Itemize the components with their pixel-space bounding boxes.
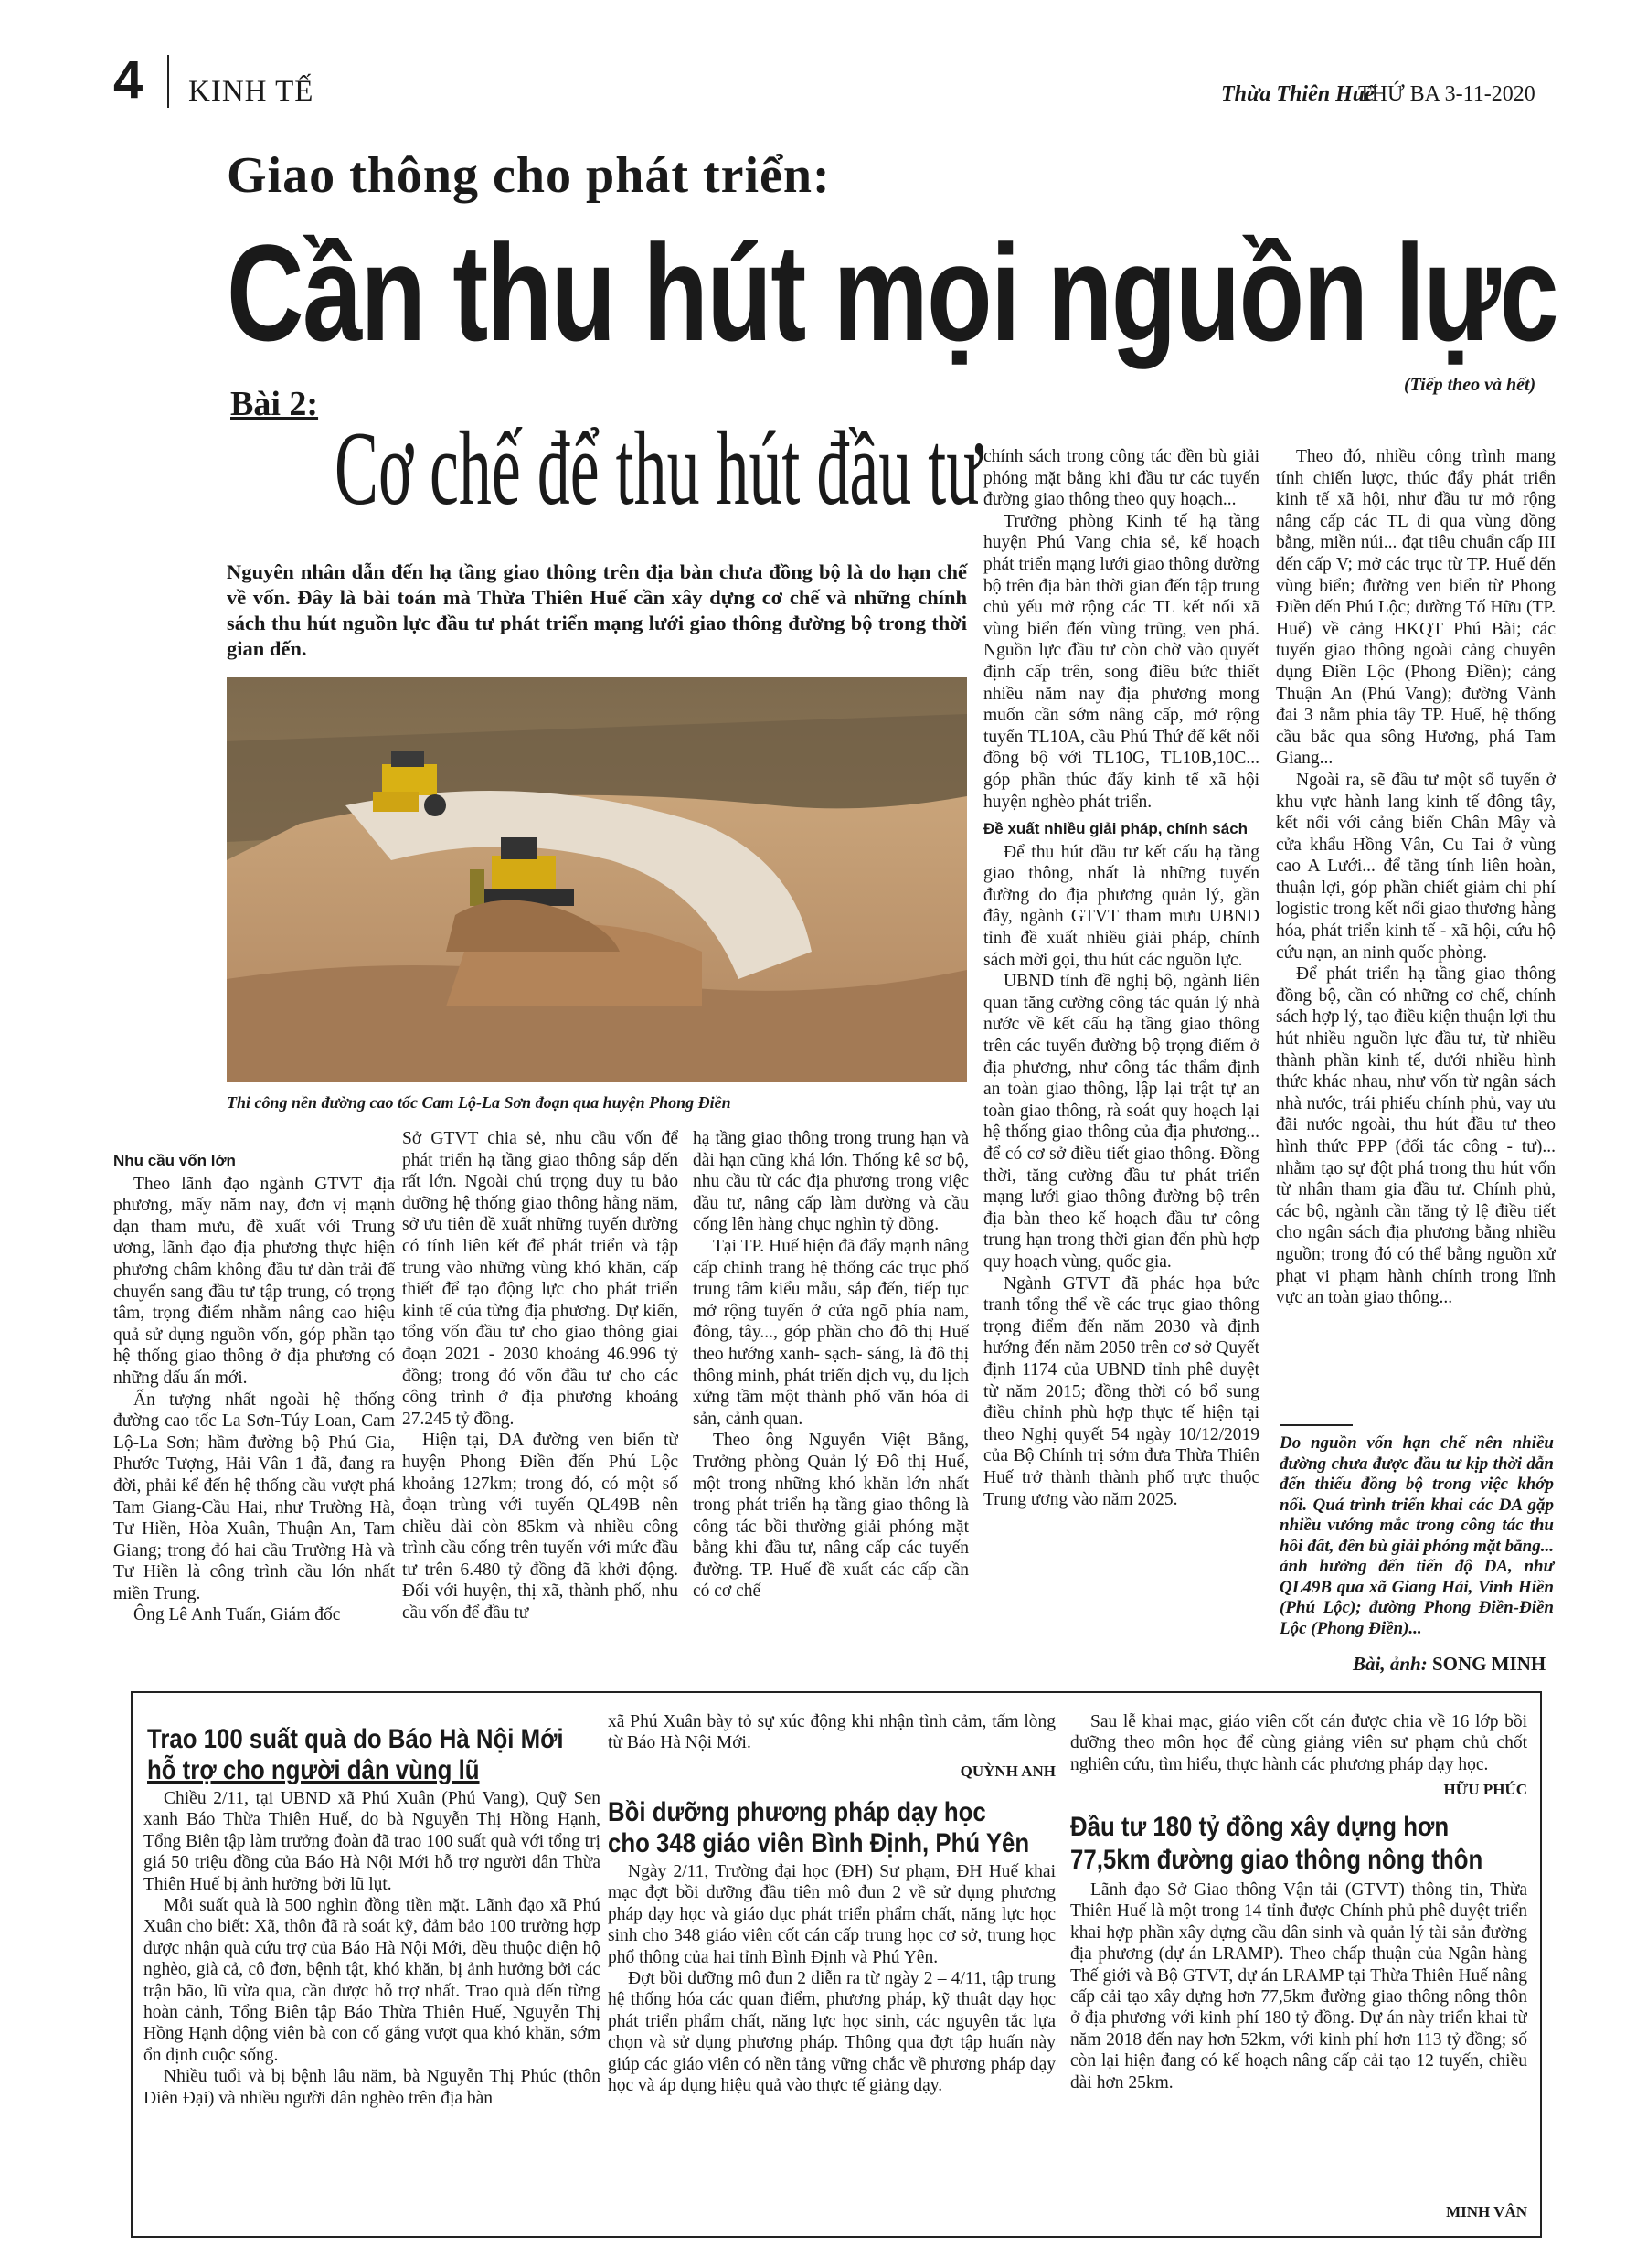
construction-photo-image	[227, 677, 967, 1082]
paragraph: Ngày 2/11, Trường đại học (ĐH) Sư phạm, ĐH Huế khai mạc đợt bồi dưỡng đầu tiên mô đun 2 về sử dụng phương pháp dạy học và giáo dục phát triển phẩm chất, năng lực học sinh cho 348 giáo viên cốt cán cấp trung học cơ sở, trung học phổ thông của hai tỉnh Bình Định và Phú Yên.	[608, 1862, 1056, 1967]
paragraph: Đợt bồi dưỡng mô đun 2 diễn ra từ ngày 2 – 4/11, tập trung hệ thống hóa các quan điểm, phương pháp, kỹ thuật dạy học phát triển phẩm chất, năng lực học sinh, các nguyên tắc lựa chọn và sử dụng phương pháp. Thông qua đợt tập huấn này giúp các giáo viên có nền tảng vững chắc về phương pháp dạy học và áp dụng hiệu quả vào thực tế giảng dạy.	[608, 1969, 1056, 2096]
paragraph: Ngành GTVT đã phác họa bức tranh tổng thể về các trục giao thông trọng điểm đến năm 2030 và định hướng đến năm 2050 trên cơ sở Quyết định 1174 của UBND tỉnh phê duyệt từ năm 2015; đồng thời có bổ sung điều chỉnh phù hợp thực tế hiện tại theo Nghị quyết 54 ngày 10/12/2019 của Bộ Chính trị sớm đưa Thừa Thiên Huế trở thành thành phố trực thuộc Trung ương vào năm 2025.	[983, 1273, 1259, 1509]
paragraph: Tại TP. Huế hiện đã đẩy mạnh nâng cấp chỉnh trang hệ thống các trục phố trung tâm kiểu mẫu, sắp đến, tiếp tục mở rộng tuyến ở cửa ngõ phía nam, đông, tây..., góp phần cho đô thị Huế theo hướng xanh- sạch- sáng, là đô thị thông minh, phát triển dịch vụ, du lịch xứng tầm một thành phố văn hóa di sản, cảnh quan.	[693, 1236, 969, 1429]
article-column-4	[983, 446, 1259, 1688]
brief-1-body	[143, 1788, 600, 2227]
continued-note: (Tiếp theo và hết)	[1404, 375, 1536, 395]
paragraph: hạ tầng giao thông trong trung hạn và dài hạn cũng khá lớn. Thống kê sơ bộ, nhu cầu từ các địa phương trong việc đầu tư, nâng cấp làm đường và cầu cống lên hàng chục nghìn tỷ đồng.	[693, 1129, 969, 1235]
byline-name: SONG MINH	[1431, 1653, 1546, 1675]
article-headline: Cần thu hút mọi nguồn lực	[227, 216, 1558, 369]
paragraph: Sở GTVT chia sẻ, nhu cầu vốn để phát triển hạ tầng giao thông sắp đến rất lớn. Ngoài chú trọng duy tu bảo dưỡng hệ thống giao thông hằng năm, sở ưu tiên đề xuất những tuyến đường có tính liên kết để phát triển và tập trung vào những vùng khó khăn, cấp thiết để tạo động lực cho phát triển kinh tế của từng địa phương. Dự kiến, tổng vốn đầu tư cho giao thông giai đoạn 2021 - 2030 khoảng 46.996 tỷ đồng; trong đó vốn đầu tư cho các công trình ở địa phương khoảng 27.245 tỷ đồng.	[402, 1129, 678, 1429]
paragraph: Theo ông Nguyễn Việt Bằng, Trưởng phòng Quản lý Đô thị Huế, một trong những khó khăn lớn nhất trong phát triển hạ tầng giao thông là công tác bồi thường giải phóng mặt bằng khi đầu tư, nâng cấp các tuyến đường. TP. Huế đề xuất các cấp cần có cơ chế	[693, 1431, 969, 1602]
subhead-capital-demand: Nhu cầu vốn lớn	[113, 1152, 236, 1169]
construction-photo	[227, 677, 967, 1082]
paragraph: xã Phú Xuân bày tỏ sự xúc động khi nhận tình cảm, tấm lòng từ Báo Hà Nội Mới.	[608, 1712, 1056, 1753]
brief-2-body	[608, 1861, 1056, 2227]
paragraph: Ông Lê Anh Tuấn, Giám đốc	[133, 1605, 341, 1625]
brief-1-title-line-1: Trao 100 suất quà do Báo Hà Nội Mới	[147, 1724, 564, 1754]
paragraph: UBND tỉnh đề nghị bộ, ngành liên quan tăng cường công tác quản lý nhà nước về kết cấu hạ tầng giao thông trên các tuyến đường bộ trọng điểm ở địa phương, như công tác thẩm định an toàn giao thông, lập lại trật tự an toàn giao thông, rà soát quy hoạch lại hệ thống giao thông của địa phương... để có cơ sở điều tiết giao thông. Đồng thời, tăng cường đầu tư phát triển mạng lưới giao thông đường bộ trên địa bàn theo kế hoạch đầu tư công trung hạn trong thời gian đến phù hợp quy hoạch vùng, quốc gia.	[983, 972, 1259, 1272]
publication-name: Thừa Thiên Huế	[1221, 82, 1375, 106]
header-divider	[167, 55, 169, 108]
paragraph: Hiện tại, DA đường ven biển từ huyện Phong Điền đến Phú Lộc khoảng 127km; trong đó, có một số đoạn trùng với tuyến QL49B nên chiều dài còn 85km và nhiều công trình cầu cống trên tuyến với mức đầu tư trên 6.480 tỷ đồng đã khởi động. Đối với huyện, thị xã, thành phố, nhu cầu vốn để đầu tư	[402, 1431, 678, 1624]
article-byline	[1353, 1653, 1546, 1676]
photo-caption: Thi công nền đường cao tốc Cam Lộ-La Sơn đoạn qua huyện Phong Điền	[227, 1093, 731, 1112]
article-column-5	[1276, 446, 1556, 1417]
article-column-2	[402, 1128, 678, 1686]
news-briefs-box	[131, 1691, 1542, 2238]
article-column-3	[693, 1128, 969, 1686]
brief-3-body	[1070, 1879, 1527, 2195]
article-kicker: Giao thông cho phát triển:	[227, 147, 831, 204]
article-lead: Nguyên nhân dẫn đến hạ tầng giao thông trên địa bàn chưa đồng bộ là do hạn chế về vốn. Đây là bài toán mà Thừa Thiên Huế cần xây dựng cơ chế và những chính sách thu hút nguồn lực đầu tư phát triển mạng lưới giao thông đường bộ trong thời gian đến.	[227, 560, 967, 660]
brief-1-title-line-2: hỗ trợ cho người dân vùng lũ	[147, 1755, 480, 1785]
pull-quote: Do nguồn vốn hạn chế nên nhiều đường chưa được đầu tư kịp thời dẫn đến thiếu đồng bộ trong việc khớp nối. Quá trình triển khai các DA gặp nhiều vướng mắc trong công tác thu hồi đất, đền bù giải phóng mặt bằng... ảnh hưởng đến tiến độ DA, như QL49B qua xã Giang Hải, Vinh Hiền (Phú Lộc); đường Phong Điền-Điền Lộc (Phong Điền)...	[1280, 1433, 1554, 1638]
page-number: 4	[113, 50, 143, 110]
paragraph: Mỗi suất quà là 500 nghìn đồng tiền mặt. Lãnh đạo xã Phú Xuân cho biết: Xã, thôn đã rà soát kỹ, đảm bảo 100 trường hợp được nhận quà cứu trợ của Báo Hà Nội Mới, đều thuộc diện hộ nghèo, già cả, cô đơn, bệnh tật, khó khăn, bị ảnh hưởng bởi các trận bão, lũ vừa qua, cần được hỗ trợ nhất. Trao quà đến từng hoàn cảnh, Tổng Biên tập Báo Thừa Thiên Huế, Nguyễn Thị Hồng Hạnh động viên bà con cố gắng vượt qua khó khăn, sớm ổn định cuộc sống.	[143, 1896, 600, 2065]
subhead-proposals: Đề xuất nhiều giải pháp, chính sách	[983, 820, 1249, 838]
brief-1-continuation	[608, 1711, 1056, 1757]
paragraph: Trưởng phòng Kinh tế hạ tầng huyện Phú Vang chia sẻ, kế hoạch phát triển mạng lưới giao thông đường bộ trên địa bàn thời gian đến tập trung chủ yếu mở rộng các TL kết nối xã vùng biển đến vùng trũng, ven phá. Nguồn lực đầu tư còn chờ vào quyết định cấp trên, song điều bức thiết nhiều năm nay địa phương mong muốn cần sớm nâng cấp, mở rộng tuyến TL10A, cầu Phú Thứ để kết nối đồng bộ với TL10G, TL10B,10C... góp phần thúc đẩy kinh tế xã hội huyện nghèo phát triển.	[983, 511, 1259, 812]
paragraph: Để thu hút đầu tư kết cấu hạ tầng giao thông, nhất là những tuyến đường do địa phương quản lý, gần đây, ngành GTVT tham mưu UBND tỉnh đề xuất nhiều giải pháp, chính sách mời gọi, thu hút các nguồn lực.	[983, 842, 1259, 970]
issue-date: THỨ BA 3-11-2020	[1358, 82, 1535, 106]
part-title: Cơ chế để thu hút đầu tư	[335, 410, 983, 527]
brief-1-signature: QUỲNH ANH	[960, 1762, 1056, 1780]
paragraph: Theo lãnh đạo ngành GTVT địa phương, mấy năm nay, đơn vị mạnh dạn tham mưu, đề xuất với Trung ương, lãnh đạo địa phương thực hiện phương châm không đầu tư dàn trải để chuyển sang đầu tư tập trung, có trọng tâm, trọng điểm nhằm nâng cao hiệu quả sử dụng nguồn vốn, góp phần tạo hệ thống giao thông ở địa phương có những dấu ấn mới.	[113, 1174, 395, 1388]
paragraph: Chiều 2/11, tại UBND xã Phú Xuân (Phú Vang), Quỹ Sen xanh Báo Thừa Thiên Huế, do bà Nguyễn Thị Hồng Hạnh, Tổng Biên tập làm trưởng đoàn đã trao 100 suất quà với tổng trị giá 50 triệu đồng của Báo Hà Nội Mới hỗ trợ người dân Thừa Thiên Huế bị ảnh hưởng bởi lũ lụt.	[143, 1789, 600, 1894]
paragraph: Nhiều tuổi và bị bệnh lâu năm, bà Nguyễn Thị Phúc (thôn Diên Đại) và nhiều người dân nghèo trên địa bàn	[143, 2067, 600, 2108]
pullquote-rule	[1280, 1424, 1353, 1426]
brief-3-title-line-1: Đầu tư 180 tỷ đồng xây dựng hơn	[1070, 1812, 1450, 1842]
brief-3-signature: MINH VÂN	[1446, 2203, 1527, 2220]
article-column-1	[113, 1150, 395, 1685]
byline-prefix: Bài, ảnh:	[1353, 1653, 1428, 1675]
paragraph: Ngoài ra, sẽ đầu tư một số tuyến ở khu vực hành lang kinh tế đông tây, kết nối với cảng biển Chân Mây và cửa khẩu Hồng Vân, Cu Tai ở vùng cao A Lưới... để tăng tính liên hoàn, thuận lợi, góp phần chiết giảm chi phí logistic trong kết nối giao thương hàng hóa, phát triển kinh tế - xã hội, cứu hộ cứu nạn, an ninh quốc phòng.	[1276, 770, 1556, 963]
brief-2-title-line-2: cho 348 giáo viên Bình Định, Phú Yên	[608, 1828, 1030, 1858]
paragraph: Để phát triển hạ tầng giao thông đồng bộ, cần có những cơ chế, chính sách hợp lý, tạo điều kiện thuận lợi thu hút nhiều nguồn lực đầu tư, từ nhiều thành phần kinh tế, dưới nhiều hình thức khác nhau, như vốn từ ngân sách nhà nước, trái phiếu chính phủ, vay ưu đãi nước ngoài, thu hút đầu tư theo hình thức PPP (đối tác công - tư)... nhằm tạo sự đột phá trong thu hút vốn từ nhân tham gia đầu tư. Chính phủ, các bộ, ngành cần tăng tỷ lệ điều tiết cho ngân sách địa phương bằng nhiều nguồn; trong đó có thể bằng nguồn xử phạt vi phạm hành chính trong lĩnh vực an toàn giao thông...	[1276, 964, 1556, 1308]
brief-2-title-line-1: Bồi dưỡng phương pháp dạy học	[608, 1797, 986, 1827]
brief-2-continuation	[1070, 1711, 1527, 1779]
section-name: KINH TẾ	[188, 75, 314, 108]
paragraph: Sau lễ khai mạc, giáo viên cốt cán được chia về 16 lớp bồi dưỡng theo môn học để cùng giảng viên sư phạm chủ chốt nghiên cứu, tìm hiểu, thực hành các phương pháp dạy học.	[1070, 1712, 1527, 1774]
paragraph: Lãnh đạo Sở Giao thông Vận tải (GTVT) thông tin, Thừa Thiên Huế là một trong 14 tỉnh được Chính phủ phê duyệt triển khai hợp phần xây dựng cầu dân sinh và quản lý tài sản đường địa phương (dự án LRAMP). Theo chấp thuận của Ngân hàng Thế giới và Bộ GTVT, dự án LRAMP tại Thừa Thiên Huế nâng cấp cải tạo xây dựng hơn 77,5km đường giao thông nông thôn ở địa phương với kinh phí 180 tỷ đồng. Dự án này triển khai từ năm 2018 đến nay hơn 52km, với kinh phí hơn 113 tỷ đồng; số còn lại hiện đang có kế hoạch nâng cấp cải tạo 12 tuyến, chiều dài hơn 25km.	[1070, 1880, 1527, 2092]
paragraph: chính sách trong công tác đền bù giải phóng mặt bằng khi đầu tư các tuyến đường giao thông theo quy hoạch...	[983, 447, 1259, 510]
brief-2-signature: HỮU PHÚC	[1443, 1781, 1527, 1798]
paragraph: Ấn tượng nhất ngoài hệ thống đường cao tốc La Sơn-Túy Loan, Cam Lộ-La Sơn; hầm đường bộ Phú Gia, Phước Tượng, Hải Vân 1 đã, đang ra đời, phải kể đến hệ thống cầu vượt phá Tam Giang-Cầu Hai, như Trường Hà, Tư Hiền, Hòa Xuân, Thuận An, Tam Giang; trong đó hai cầu Trường Hà và Tư Hiền là công trình cầu lớn nhất miền Trung.	[113, 1390, 395, 1603]
part-label: Bài 2:	[230, 385, 319, 423]
paragraph: Theo đó, nhiều công trình mang tính chiến lược, thúc đẩy phát triển kinh tế xã hội, như đầu tư mở rộng nâng cấp các TL đi qua vùng đồng bằng, miền núi... đạt tiêu chuẩn cấp III đến cấp V; mở các trục từ TP. Huế đến vùng biển; đường ven biển từ Phong Điền đến Phú Lộc; đường Tố Hữu (TP. Huế) về cảng HKQT Phú Bài; các tuyến giao thông ngoài cảng chuyên dụng Điền Lộc (Phong Điền); cảng Thuận An (Phú Vang); đường Vành đai 3 nằm phía tây TP. Huế, hệ thống cầu bắc qua sông Hương, phá Tam Giang...	[1276, 447, 1556, 769]
brief-3-title-line-2: 77,5km đường giao thông nông thôn	[1070, 1845, 1483, 1875]
